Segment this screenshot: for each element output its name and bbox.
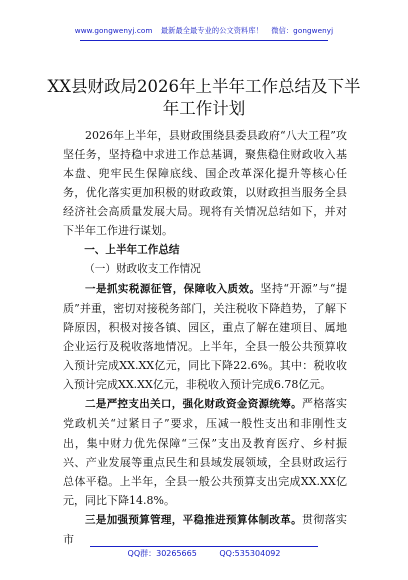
paragraph-revenue-text: 坚持“开源”与“提质”并重，密切对接税务部门，关注税收下降趋势，了解下降原因，积极对接各镇、园区，重点了解在建项目、属地企业运行及税收落地情况。上半年，全县一般公共预算收入预计完成XX.XX亿元，同比下降22.6%。其中：税收收入预计完成XX.XX亿元，非税收入预计完成6.78亿元。 — [63, 281, 348, 392]
footer-qq-group: QQ群：30265665 — [127, 549, 197, 558]
section-heading: 一、上半年工作总结 — [84, 243, 180, 256]
paragraph-budget — [63, 510, 347, 549]
paragraph-revenue-lead: 一是抓实税源征管，保障收入质效。 — [85, 282, 261, 295]
document-body — [63, 126, 347, 549]
paragraph-revenue — [63, 279, 347, 395]
header-site-link[interactable]: www.gongwenyj.com — [74, 26, 153, 35]
footer-watermark — [0, 548, 408, 559]
footer-divider — [90, 546, 318, 547]
paragraph-budget-lead: 三是加强预算管理，平稳推进预算体制改革。 — [85, 513, 302, 526]
header-slogan: 最新最全最专业的公文资料库！ — [160, 26, 263, 35]
document-title — [46, 76, 362, 120]
paragraph-expenditure-text: 严格落实党政机关“过紧日子”要求，压减一般性支出和非刚性支出，集中财力优先保障“三保”支出及教育医疗、乡村振兴、产业发展等重点民生和县域发展领域，全县财政运行总体平稳。上半年，全县一般公共预算支出完成XX.XX亿元，同比下降14.8%。 — [63, 397, 348, 507]
title-line-1: XX县财政局2026年上半年工作总结及下半 — [47, 77, 361, 96]
intro-paragraph: 2026年上半年，县财政围绕县委县政府“八大工程”攻坚任务，坚持稳中求进工作总基调，聚焦稳住财政收入基本盘、兜牢民生保障底线、国企改革深化提升等核心任务，优化落实更加积极的财政政策，以财政担当服务全县经济社会高质量发展大局。现将有关情况总结如下，并对下半年工作进行谋划。 — [63, 129, 347, 238]
footer-qq: QQ:535304092 — [219, 549, 281, 558]
paragraph-expenditure — [63, 394, 347, 510]
header-divider — [80, 40, 328, 41]
paragraph-budget-text: 贯彻落实市 — [63, 512, 348, 546]
title-line-2: 年工作计划 — [162, 99, 246, 118]
subsection-heading: （一）财政收支工作情况 — [84, 262, 201, 275]
header-wechat: 微信：gongwenyj — [271, 26, 334, 35]
paragraph-expenditure-lead: 二是严控支出关口，强化财政资金资源统筹。 — [85, 398, 302, 411]
header-watermark — [0, 26, 408, 36]
